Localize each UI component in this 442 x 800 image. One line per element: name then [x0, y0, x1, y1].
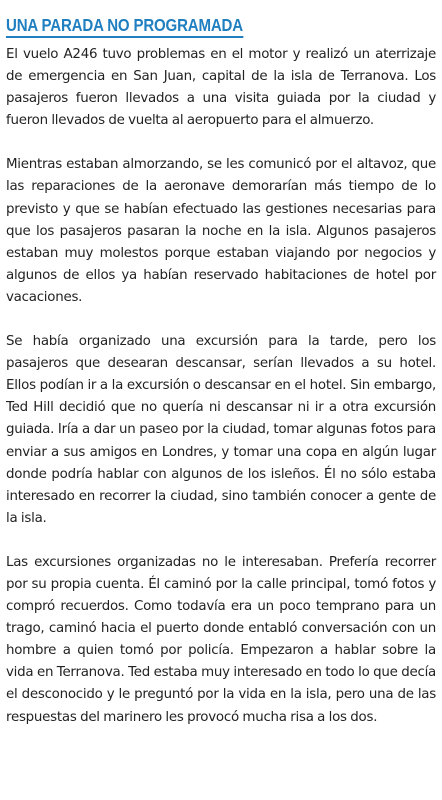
paragraph-1: El vuelo A246 tuvo problemas en el motor y realizó un aterrizaje de emergencia en San Juan, capital de la isla de Terranova. Los pasajeros fueron llevados a una visita guiada por la ciudad y fueron llevados de vuelta al aeropuerto para el almuerzo. [6, 47, 436, 129]
paragraph-3: Se había organizado una excursión para la tarde, pero los pasajeros que desearan descansar, serían llevados a su hotel. Ellos podían ir a la excursión o descansar en el hotel. Sin embargo, Ted Hill decidió que no quería ni descansar ni ir a otra excursión guiada. Iría a dar un paseo por la ciudad, tomar algunas fotos para enviar a sus amigos en Londres, y tomar una copa en algún lugar donde podría hablar con algunos de los isleños. Él no sólo estaba interesado en recorrer la ciudad, sino también conocer a gente de la isla. [6, 334, 436, 526]
paragraph-2: Mientras estaban almorzando, se les comunicó por el altavoz, que las reparaciones de la aeronave demorarían más tiempo de lo previsto y que se habían efectuado las gestiones necesarias para que los pasajeros pasaran la noche en la isla. Algunos pasajeros estaban muy molestos porque estaban viajando por negocios y algunos de ellos ya habían reservado habitaciones de hotel por vacaciones. [6, 157, 436, 305]
paragraph-4: Las excursiones organizadas no le interesaban. Prefería recorrer por su propia cuenta. Él caminó por la calle principal, tomó fotos y compró recuerdos. Como todavía era un poco temprano para un trago, caminó hacia el puerto donde entabló conversación con un hombre a quien tomó por policía. Empezaron a hablar sobre la vida en Terranova. Ted estaba muy interesado en todo lo que decía el desconocido y le preguntó por la vida en la isla, pero una de las respuestas del marinero les provocó mucha risa a los dos. [6, 554, 436, 725]
article-title: UNA PARADA NO PROGRAMADA [6, 14, 243, 38]
